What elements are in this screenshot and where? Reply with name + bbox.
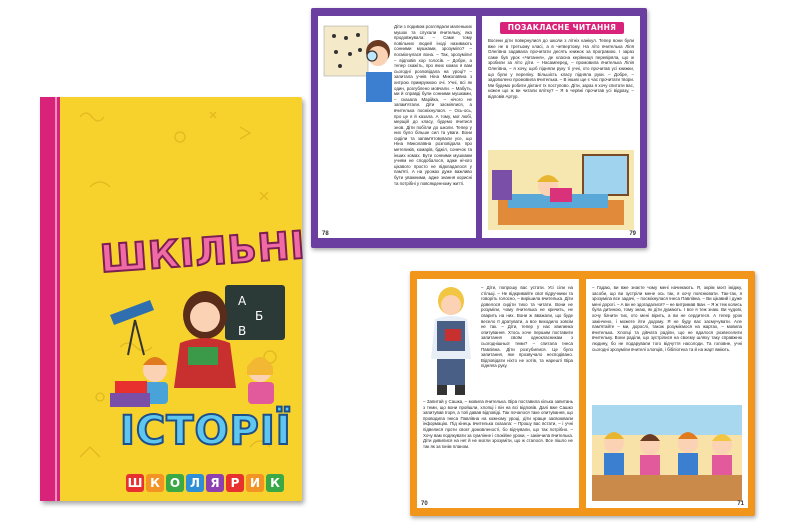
page-70 <box>417 279 579 508</box>
cover-title-line-1: ШКІЛЬНІ <box>98 222 307 282</box>
board-letter-b: Б <box>255 309 264 323</box>
spread-pages-78-79 <box>311 8 647 248</box>
page-71 <box>586 279 748 508</box>
series-letter: Я <box>206 474 224 492</box>
page-71-text: – Гадаю, ви вже знаєте чому мені начинають. Я, окрім моєї іміджу, засоби, що ви зустріли мене ось так, я хочу пояснювати. Так-так, я зрозуміла все задачі, – посміхнулася Інеса Павлівна. – Ви цікавий і дуже мені дорогі. – А ви не здогадалися? – не витримав Іван. – Я ж теж колись була дитиною, тому знаю, як діти думають. І все я теж знаю. Ви чудові, хочу бачити тих, хто мені вірить, а ви не сердитеся. А тепер урок закінчено, і можете йти додому. Я не буду вас засмучувати. Але пам'ятайте – ми, дорослі, також розуміємося на жартах, – мовила вчителька. Хлопці та дівчата раділи, що не вдалося розвеселити вчительку. Вони раділи, що зустрілися на своєму шляху таку справжню людину, бо не подарували того відчуття насолоди. Та головне, учні сьогодні зрозуміли вчителі хлопців, і бібліотека та й на жарт вміють. <box>592 285 742 352</box>
cover-illustration <box>110 275 300 410</box>
teacher-with-book-illustration <box>423 285 479 397</box>
book-cover <box>40 97 307 501</box>
series-letter: К <box>266 474 284 492</box>
cover-title-line-2: ІСТОРІЇ <box>120 408 292 454</box>
page-number-70: 70 <box>421 501 428 507</box>
telescope <box>110 300 154 325</box>
series-logo <box>126 474 284 492</box>
page-79-text: Восени діти повернулися до школи з літніх канікул. Тепер вони були вже не в третьому класі, а в четвертому. На літо вчителька Ліля Олегівна задавала прочитати десять книжок за програмою. І зараз саме був урок «Читання», де класна керівниця перевіряла, що ж зробили за літо діти. – Насамперед, – промовила вчителька Лілія Олегівна, – я хочу, щоб підняли руку ті учні, хто прочитав усі книжки, що були у переліку. Більшість класу підняла руки. – Добре, – задоволено промовила вчителька. – В інших ще є час прочитати твори. Ми будемо робити діктант їх поступово. Діти, зараз я хочу спитати вас, кожен що ж ви читали влітку? – Я в червні прочитав усі відразу, – відповів Артур. <box>488 38 634 99</box>
page-78-text-continued <box>324 106 472 230</box>
teacher-red-book <box>445 329 461 341</box>
page-70-text-continued: – Запитай у Сашка, – мовила вчителька. Віра поставила кілька запитань з теми, що вони пройшли, хлопці і він на всі відповів. Далі вже Сашко запитував Ігоря, а той давав відповіді. Так почалося таке опитування, що проводила Інеса Павлівна на кожному уроці, діти краще засвоювали інформацію. Під кінець вчителька сказала: – Прошу вас встати, – і учні підвелися проти своєї домовленості, бо відчували, що так потрібно. – Хочу вам подякувати за сумлінне і спокійне уроки, – закінчила вчителька. Діти дивилися на неї й не могли зрозуміти, що ж сталося. Все пішло не так як за їхнім планом. <box>423 399 573 449</box>
page-number-78: 78 <box>322 231 329 237</box>
school-desks <box>592 475 742 501</box>
boy-reading-in-bed-illustration <box>488 150 634 230</box>
page-79 <box>482 16 640 238</box>
classroom-children-illustration <box>592 405 742 501</box>
page-78-text: Діти з подивом розглядали маленьких мушок та слухали вчительку, яка продовжувала: – Саме тому повільних людей іноді називають сонними мушками, зрозуміло? – посміхнулася вона. – Так, зрозуміли! – відповів хор голосів. – Добре, а тепер скажіть, про яких комах я вам сьогодні розповідала на уроці? – запитала учнів Ніна Миколаївна з хитрою примружкою очі. Учні, всі як один, розгублено мовчали. – Мабуть, ми й справді були сонними мушками, – сказала Марійка, – нічого не запам'ятали. Діти засміялися, а вчителька посміхнулася. – Ось-ось, про це я й казала. А тому, мої любі, мерщій до класу, будемо вчитися знов. Діти побігли до школи. Тепер у них було більше сил та уваги. Вони сиділи та запам'ятовували усе, що Ніна Миколаївна розповідала про метеликів, комарів, бджіл, сонечок та інших комах. Бути сонними мушками учням не сподобалося, адже нічого цікавого просто не відкладалося у пам'яті. А на урожах дуже важливо бути уважними, адже знання корисні та потрібні у повсякденному житті. <box>394 24 472 186</box>
series-letter: О <box>166 474 184 492</box>
spread-pages-70-71 <box>410 271 755 516</box>
book-stack <box>110 393 150 407</box>
chapter-heading: ПОЗАКЛАСНЕ ЧИТАННЯ <box>500 22 624 34</box>
series-letter: И <box>246 474 264 492</box>
page-number-79: 79 <box>629 231 636 237</box>
teacher-book <box>188 347 218 365</box>
series-letter: Р <box>226 474 244 492</box>
page-70-text: – Діти, попрошу вас устати. Усі сіли на стільці. – Не відкривайте свої підручники та говоріть голосно, – вирішила вчителька. Діти довелося сидіти тихо та читати. Вони не розуміли, чому вчителька не кричить, не сварить на них. Вони ж вважали, що буде весело її дратувати, а все виходило зовсім не так. – Діти, тепер у нас хвилинка опитування. Хтось хоче першим поставити запитання своїм однокласникам з сьогоднішньої теми? – спитала Інеса Павлівна. Діти розгубилися. Це було запитання, яке прозвучало несподівано. Відповідати ніхто не хотів, та нарешті Віра підняла руку. <box>481 285 573 369</box>
boy-with-magnifier-illustration <box>322 22 392 102</box>
series-letter: Л <box>186 474 204 492</box>
series-letter: Ш <box>127 476 143 490</box>
magnifier-icon <box>367 51 377 61</box>
series-letter: К <box>146 474 164 492</box>
book-spine <box>40 97 60 501</box>
page-number-71: 71 <box>737 501 744 507</box>
page-78 <box>318 16 476 238</box>
teacher-face <box>190 302 220 332</box>
board-letter-a: А <box>238 294 247 308</box>
board-letter-c: В <box>238 324 247 338</box>
